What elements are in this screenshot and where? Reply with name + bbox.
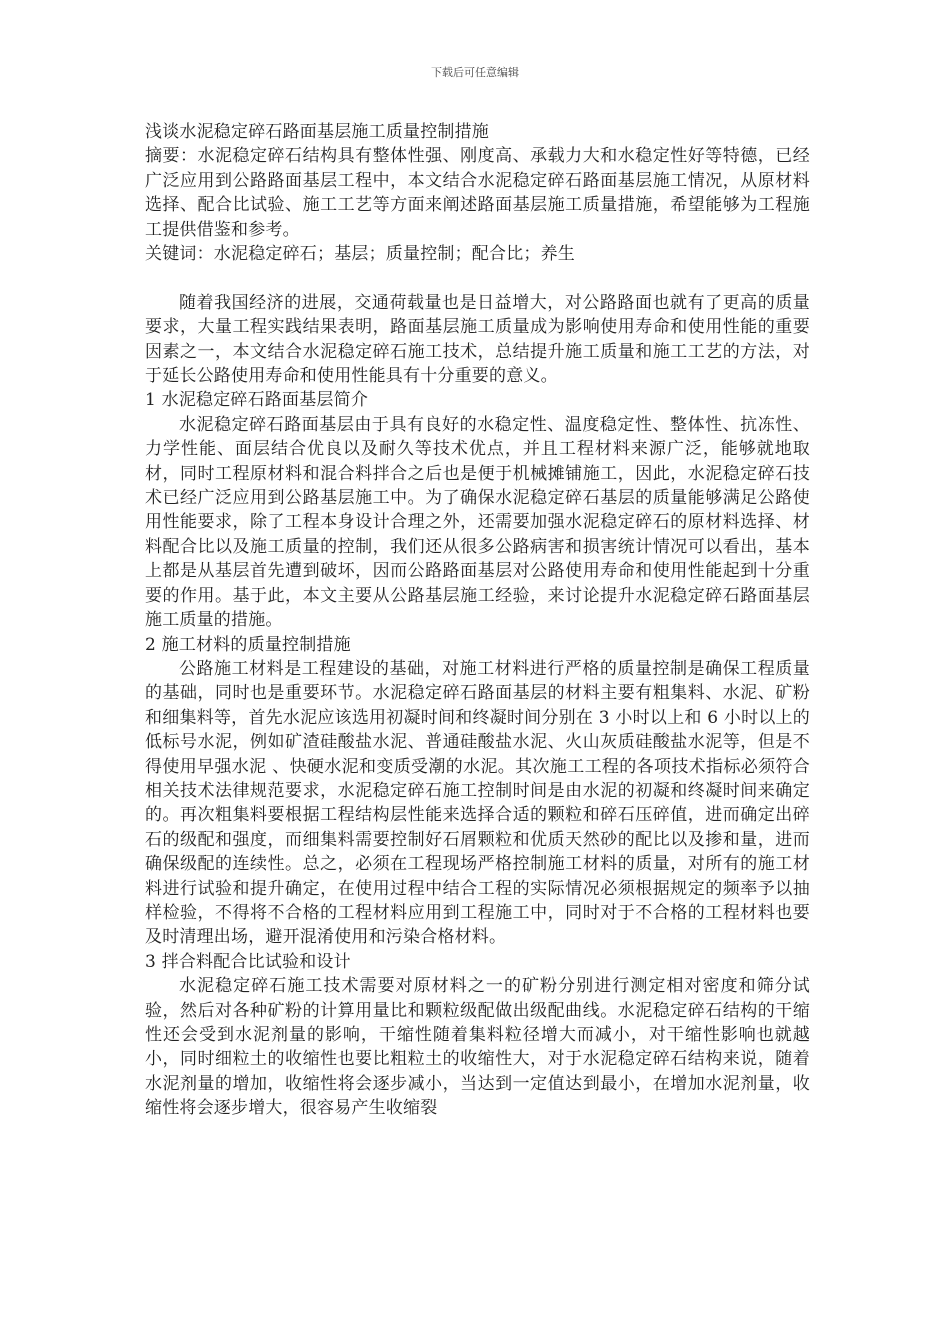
section-3-paragraph: 水泥稳定碎石施工技术需要对原材料之一的矿粉分别进行测定相对密度和筛分试验，然后对各种矿粉的计算用量比和颗粒级配做出级配曲线。水泥稳定碎石结构的干缩性还会受到水泥剂量的影响，干缩性随着集料粒径增大而减小，对干缩性影响也就越小，同时细粒土的收缩性也要比粗粒土的收缩性大，对于水泥稳定碎石结构来说，随着水泥剂量的增加，收缩性将会逐步减小，当达到一定值达到最小，在增加水泥剂量，收缩性将会逐步增大，很容易产生收缩裂 [145, 976, 810, 1119]
section-3-heading: 3 拌合料配合比试验和设计 [145, 951, 351, 972]
document-title: 浅谈水泥稳定碎石路面基层施工质量控制措施 [145, 122, 489, 142]
section-2-heading: 2 施工材料的质量控制措施 [145, 634, 351, 655]
section-1-paragraph: 水泥稳定碎石路面基层由于具有良好的水稳定性、温度稳定性、整体性、抗冻性、力学性能、面层结合优良以及耐久等技术优点，并且工程材料来源广泛，能够就地取材，同时工程原材料和混合料拌合之后也是便于机械摊铺施工，因此，水泥稳定碎石技术已经广泛应用到公路基层施工中。为了确保水泥稳定碎石基层的质量能够满足公路使用性能要求，除了工程本身设计合理之外，还需要加强水泥稳定碎石的原材料选择、材料配合比以及施工质量的控制，我们还从很多公路病害和损害统计情况可以看出，基本上都是从基层首先遭到破坏，因而公路路面基层对公路使用寿命和使用性能起到十分重要的作用。基于此，本文主要从公路基层施工经验，来讨论提升水泥稳定碎石路面基层施工质量的措施。 [145, 414, 810, 631]
blank-line [145, 266, 810, 290]
section-1-heading: 1 水泥稳定碎石路面基层简介 [145, 390, 369, 411]
abstract-paragraph: 摘要：水泥稳定碎石结构具有整体性强、刚度高、承载力大和水稳定性好等特德，已经广泛应用到公路路面基层工程中，本文结合水泥稳定碎石路面基层施工情况，从原材料选择、配合比试验、施工工艺等方面来阐述路面基层施工质量措施，希望能够为工程施工提供借鉴和参考。 [145, 146, 810, 240]
page-header-note: 下载后可任意编辑 [431, 66, 519, 79]
document-body [145, 120, 810, 1121]
intro-paragraph: 随着我国经济的进展，交通荷载量也是日益增大，对公路路面也就有了更高的质量要求，大量工程实践结果表明，路面基层施工质量成为影响使用寿命和使用性能的重要因素之一，本文结合水泥稳定碎石施工技术，总结提升施工质量和施工工艺的方法，对于延长公路使用寿命和使用性能具有十分重要的意义。 [145, 292, 810, 387]
keywords-line: 关键词：水泥稳定碎石；基层；质量控制；配合比；养生 [145, 244, 575, 265]
section-2-paragraph: 公路施工材料是工程建设的基础，对施工材料进行严格的质量控制是确保工程质量的基础，同时也是重要环节。水泥稳定碎石路面基层的材料主要有粗集料、水泥、矿粉和细集料等，首先水泥应该选用初凝时间和终凝时间分别在 3 小时以上和 6 小时以上的低标号水泥，例如矿渣硅酸盐水泥、普通硅酸盐水泥、火山灰质硅酸盐水泥等，但是不得使用早强水泥 、快硬水泥和变质受潮的水泥。其次施工工程的各项技术指标必须符合相关技术法律规范要求，水泥稳定碎石施工控制时间是由水泥的初凝和终凝时间来确定的。再次粗集料要根据工程结构层性能来选择合适的颗粒和碎石压碎值，进而确定出碎石的级配和强度，而细集料需要控制好石屑颗粒和优质天然砂的配比以及掺和量，进而确保级配的连续性。总之，必须在工程现场严格控制施工材料的质量，对所有的施工材料进行试验和提升确定，在使用过程中结合工程的实际情况必须根据规定的频率予以抽样检验，不得将不合格的工程材料应用到工程施工中，同时对于不合格的工程材料也要及时清理出场，避开混淆使用和污染合格材料。 [145, 658, 810, 948]
